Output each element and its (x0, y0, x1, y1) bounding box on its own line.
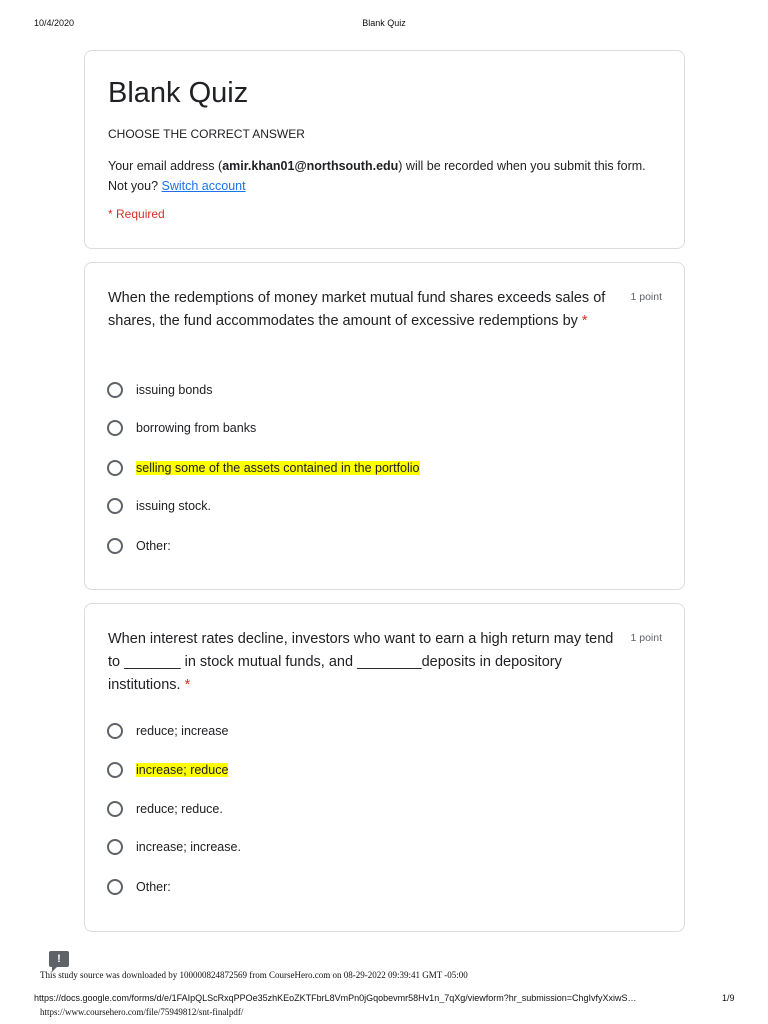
option-label: issuing stock. (136, 499, 212, 513)
question-points: 1 point (630, 291, 662, 303)
question-text-content: When the redemptions of money market mutual fund shares exceeds sales of shares, the fund accommodates the amount of excessive redemptions by (108, 290, 606, 329)
feedback-icon[interactable]: ! (49, 951, 69, 967)
question-card (84, 603, 685, 932)
option-issuing-bonds[interactable] (107, 379, 212, 401)
radio-button[interactable] (107, 538, 123, 554)
page-number: 1/9 (722, 993, 735, 1003)
radio-button[interactable] (107, 762, 123, 778)
radio-button[interactable] (107, 382, 123, 398)
radio-button[interactable] (107, 723, 123, 739)
radio-button[interactable] (107, 460, 123, 476)
option-other[interactable] (107, 876, 171, 898)
email-suffix: ) will be recorded when you submit this form. Not you? (108, 159, 646, 193)
option-increase-increase[interactable] (107, 836, 241, 858)
form-description: CHOOSE THE CORRECT ANSWER (108, 127, 305, 141)
option-reduce-reduce[interactable] (107, 798, 223, 820)
option-reduce-increase[interactable] (107, 720, 228, 742)
radio-button[interactable] (107, 801, 123, 817)
print-header (0, 18, 768, 32)
question-card (84, 262, 685, 590)
option-label: reduce; reduce. (136, 802, 223, 816)
radio-button[interactable] (107, 839, 123, 855)
required-note: * Required (108, 207, 165, 221)
radio-button[interactable] (107, 420, 123, 436)
email-prefix: Your email address ( (108, 159, 223, 173)
option-increase-reduce[interactable] (107, 759, 228, 781)
option-borrowing-from-banks[interactable] (107, 417, 256, 439)
option-label: borrowing from banks (136, 421, 257, 435)
question-points: 1 point (630, 632, 662, 644)
source-note: This study source was downloaded by 100000824872569 from CourseHero.com on 08-29-2022 09:39:41 GMT -05:00 (40, 970, 468, 980)
coursehero-url: https://www.coursehero.com/file/75949812/snt-finalpdf/ (40, 1007, 244, 1017)
option-issuing-stock[interactable] (107, 495, 211, 517)
form-title: Blank Quiz (108, 77, 249, 109)
switch-account-link[interactable]: Switch account (161, 179, 246, 193)
email-notice (108, 156, 668, 196)
required-star: * (184, 677, 191, 693)
question-text (108, 628, 628, 697)
option-label: issuing bonds (136, 383, 213, 397)
option-label: reduce; increase (136, 724, 229, 738)
print-title: Blank Quiz (362, 18, 406, 28)
option-other[interactable] (107, 535, 171, 557)
page-url: https://docs.google.com/forms/d/e/1FAIpQLScRxqPPOe35zhKEoZKTFbrL8VmPn0jGqobevmr58Hv1n_7qXg/viewform?hr_submission=ChgIvfyXxiwS… (34, 993, 637, 1003)
question-text (108, 287, 628, 333)
radio-button[interactable] (107, 879, 123, 895)
print-date: 10/4/2020 (34, 18, 75, 28)
question-text-content: When interest rates decline, investors who want to earn a high return may tend to _______ in stock mutual funds, and ________deposits in depository institutions. (108, 631, 614, 693)
option-label-highlighted: increase; reduce (136, 763, 229, 777)
form-header-card (84, 50, 685, 249)
required-star: * (581, 313, 588, 329)
option-label: Other: (136, 539, 171, 553)
option-selling-assets[interactable] (107, 457, 420, 479)
email-address: amir.khan01@northsouth.edu (222, 159, 399, 173)
option-label: Other: (136, 880, 171, 894)
option-label-highlighted: selling some of the assets contained in the portfolio (136, 461, 420, 475)
radio-button[interactable] (107, 498, 123, 514)
option-label: increase; increase. (136, 840, 241, 854)
